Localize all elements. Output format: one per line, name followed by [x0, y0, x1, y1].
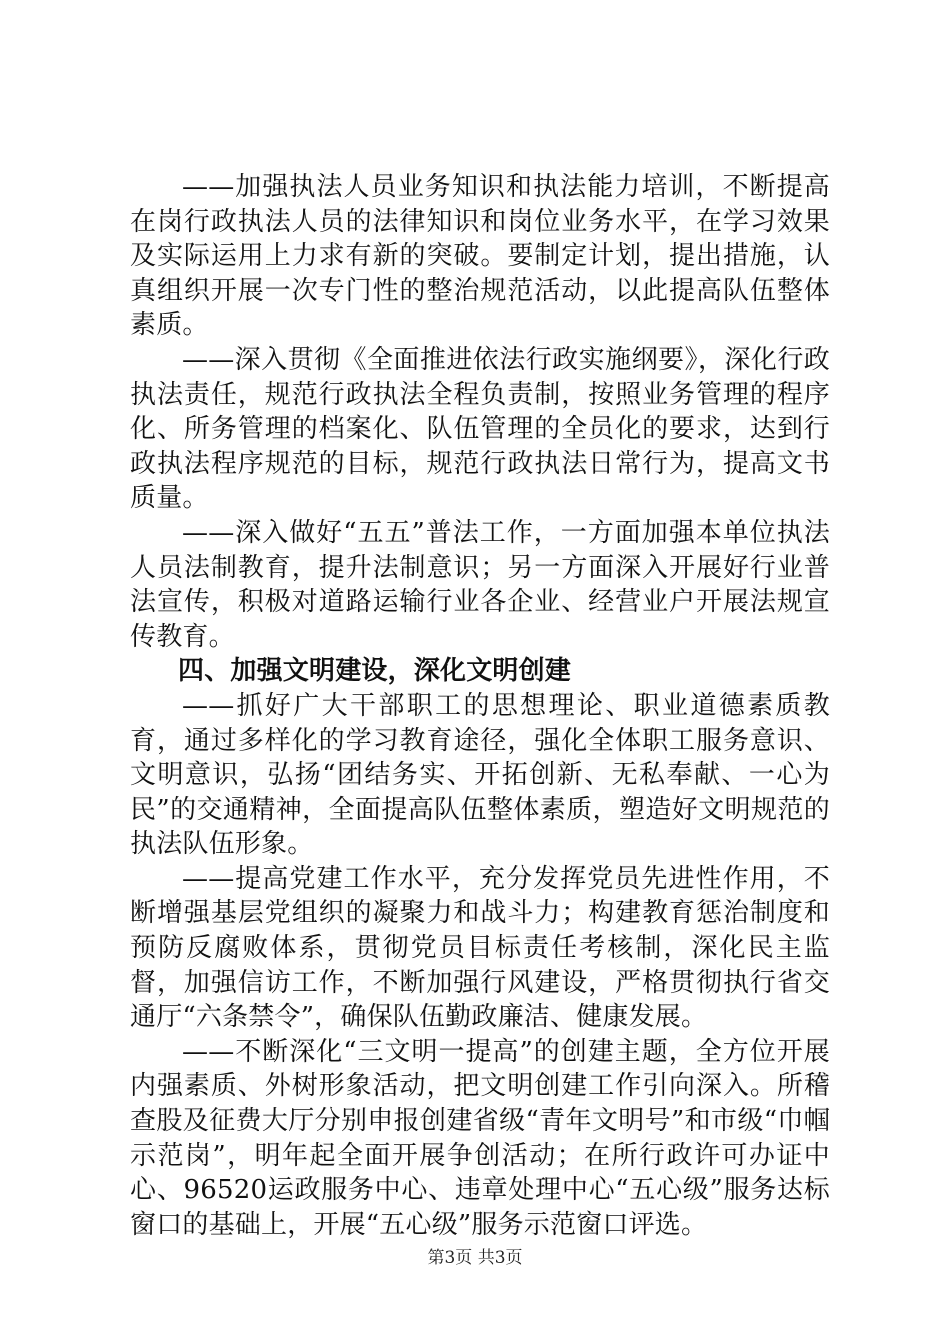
page-number-footer: 第3页 共3页: [427, 1248, 523, 1268]
paragraph-civilization-creation: ——不断深化“三文明一提高”的创建主题，全方位开展内强素质、外树形象活动，把文明创建工作引向深入。所稽查股及征费大厅分别申报创建省级“青年文明号”和市级“巾帼示范岗”，明年起全面开展争创活动；在所行政许可办证中心、96520运政服务中心、违章处理中心“五心级”服务达标窗口的基础上，开展“五心级”服务示范窗口评选。: [130, 1036, 830, 1240]
paragraph-legal-education: ——深入做好“五五”普法工作，一方面加强本单位执法人员法制教育，提升法制意识；另一方面深入开展好行业普法宣传，积极对道路运输行业各企业、经营业户开展法规宣传教育。: [130, 517, 830, 652]
paragraph-administration: ——深入贯彻《全面推进依法行政实施纲要》，深化行政执法责任，规范行政执法全程负责制，按照业务管理的程序化、所务管理的档案化、队伍管理的全员化的要求，达到行政执法程序规范的目标，规范行政执法日常行为，提高文书质量。: [130, 344, 830, 514]
section-heading: 四、加强文明建设，深化文明创建: [178, 656, 572, 687]
paragraph-training: ——加强执法人员业务知识和执法能力培训，不断提高在岗行政执法人员的法律知识和岗位业务水平，在学习效果及实际运用上力求有新的突破。要制定计划，提出措施，认真组织开展一次专门性的整治规范活动，以此提高队伍整体素质。: [130, 172, 830, 341]
paragraph-party-building: ——提高党建工作水平，充分发挥党员先进性作用，不断增强基层党组织的凝聚力和战斗力；构建教育惩治制度和预防反腐败体系，贯彻党员目标责任考核制，深化民主监督，加强信访工作，不断加强行风建设，严格贯彻执行省交通厅“六条禁令”，确保队伍勤政廉洁、健康发展。: [130, 863, 830, 1033]
document-body: [130, 170, 830, 1242]
paragraph-ideology-education: ——抓好广大干部职工的思想理论、职业道德素质教育，通过多样化的学习教育途径，强化全体职工服务意识、文明意识，弘扬“团结务实、开拓创新、无私奉献、一心为民”的交通精神，全面提高队伍整体素质，塑造好文明规范的执法队伍形象。: [130, 690, 830, 860]
